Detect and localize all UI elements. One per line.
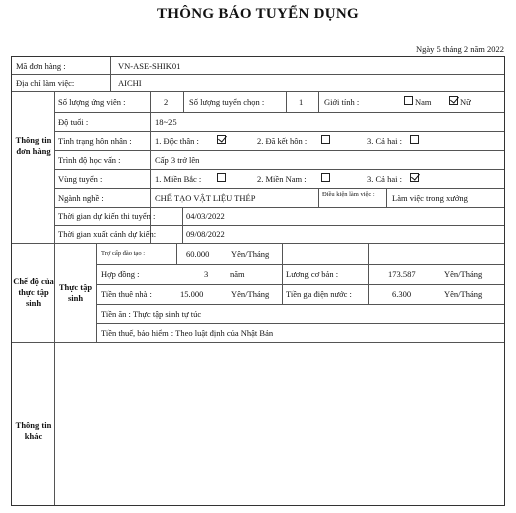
conditions-value: Làm việc trong xưởng <box>392 193 468 203</box>
utilities-label: Tiền ga điện nước : <box>286 289 352 299</box>
departure-date-value: 09/08/2022 <box>186 229 225 239</box>
contract-unit: năm <box>230 269 245 279</box>
row-divider <box>96 323 504 324</box>
education-value: Cấp 3 trở lên <box>155 155 200 165</box>
col-divider <box>182 207 183 243</box>
row-divider <box>54 225 504 226</box>
row-divider <box>54 169 504 170</box>
contract-label: Hợp đồng : <box>101 269 140 279</box>
row-divider <box>12 74 504 75</box>
region-option-2: 2. Miền Nam : <box>257 174 307 184</box>
exam-date-label: Thời gian dự kiến thi tuyển : <box>58 211 156 221</box>
recruitment-form <box>11 56 505 506</box>
tax-note: Tiền thuế, bảo hiểm : Theo luật định của Nhật Bản <box>101 328 274 338</box>
utilities-unit: Yên/Tháng <box>444 289 483 299</box>
row-divider <box>54 131 504 132</box>
conditions-label: Điều kiện làm việc : <box>322 191 375 198</box>
marital-option-3: 3. Cả hai : <box>367 136 402 146</box>
region-option-3: 3. Cả hai : <box>367 174 402 184</box>
document-date: Ngày 5 tháng 2 năm 2022 <box>415 44 504 54</box>
col-divider <box>368 243 369 304</box>
row-divider <box>54 150 504 151</box>
col-divider <box>110 57 111 91</box>
marital-both-checkbox[interactable] <box>410 135 419 144</box>
applicants-value: 2 <box>164 97 169 107</box>
training-allowance-unit: Yên/Tháng <box>231 249 270 259</box>
row-divider <box>54 112 504 113</box>
gender-female-checkbox[interactable] <box>449 96 458 105</box>
row-divider <box>96 284 504 285</box>
food-note: Tiền ăn : Thực tập sinh tự túc <box>101 309 202 319</box>
education-label: Trình độ học vấn : <box>58 155 121 165</box>
contract-value: 3 <box>204 269 209 279</box>
industry-label: Ngành nghề : <box>58 193 104 203</box>
hire-count-label: Số lượng tuyển chọn : <box>189 97 265 107</box>
row-divider <box>12 243 504 244</box>
row-divider <box>54 188 504 189</box>
gender-female-label: Nữ <box>460 97 471 107</box>
section-order-info: Thông tin đơn hàng <box>15 135 52 156</box>
trainee-subsection: Thực tập sinh <box>58 282 93 303</box>
row-divider <box>12 342 504 343</box>
row-divider <box>12 91 504 92</box>
exam-date-value: 04/03/2022 <box>186 211 225 221</box>
base-salary-unit: Yên/Tháng <box>444 269 483 279</box>
col-divider <box>183 91 184 112</box>
region-north-checkbox[interactable] <box>217 173 226 182</box>
base-salary-value: 173.587 <box>388 269 416 279</box>
row-divider <box>96 264 504 265</box>
training-allowance-value: 60.000 <box>186 249 210 259</box>
col-divider <box>318 188 319 207</box>
gender-male-checkbox[interactable] <box>404 96 413 105</box>
order-code-label: Mã đơn hàng : <box>16 61 66 71</box>
marital-label: Tình trạng hôn nhân : <box>58 136 132 146</box>
col-divider <box>386 188 387 207</box>
departure-date-label: Thời gian xuất cảnh dự kiến: <box>58 229 157 239</box>
col-divider <box>282 243 283 304</box>
utilities-value: 6.300 <box>392 289 412 299</box>
work-location-label: Địa chỉ làm việc: <box>16 78 75 88</box>
order-code-value: VN-ASE-SHIK01 <box>118 61 181 71</box>
gender-male-label: Nam <box>415 97 432 107</box>
col-divider <box>318 91 319 112</box>
age-label: Độ tuổi : <box>58 117 89 127</box>
marital-option-2: 2. Đã kết hôn : <box>257 136 308 146</box>
region-south-checkbox[interactable] <box>321 173 330 182</box>
hire-count-value: 1 <box>299 97 304 107</box>
section-other-info: Thông tin khác <box>15 420 52 441</box>
marital-single-checkbox[interactable] <box>217 135 226 144</box>
base-salary-label: Lương cơ bản : <box>286 269 339 279</box>
age-value: 18~25 <box>155 117 177 127</box>
row-divider <box>54 207 504 208</box>
section-trainee-regime: Chế độ của thực tập sinh <box>13 276 54 308</box>
industry-value: CHẾ TẠO VẬT LIỆU THÉP <box>155 193 256 203</box>
region-option-1: 1. Miền Bắc : <box>155 174 202 184</box>
page-title: THÔNG BÁO TUYỂN DỤNG <box>157 6 359 22</box>
region-both-checkbox[interactable] <box>410 173 419 182</box>
col-divider <box>176 243 177 264</box>
work-location-value: AICHI <box>118 78 142 88</box>
rent-value: 15.000 <box>180 289 204 299</box>
col-divider <box>286 91 287 112</box>
rent-label: Tiền thuê nhà : <box>101 289 152 299</box>
row-divider <box>96 304 504 305</box>
marital-married-checkbox[interactable] <box>321 135 330 144</box>
col-divider <box>96 243 97 342</box>
marital-option-1: 1. Độc thân : <box>155 136 199 146</box>
rent-unit: Yên/Tháng <box>231 289 270 299</box>
gender-label: Giới tính : <box>324 97 360 107</box>
applicants-label: Số lượng ứng viên : <box>58 97 126 107</box>
region-label: Vùng tuyển : <box>58 174 103 184</box>
training-allowance-label: Trợ cấp đào tạo : <box>101 250 145 257</box>
